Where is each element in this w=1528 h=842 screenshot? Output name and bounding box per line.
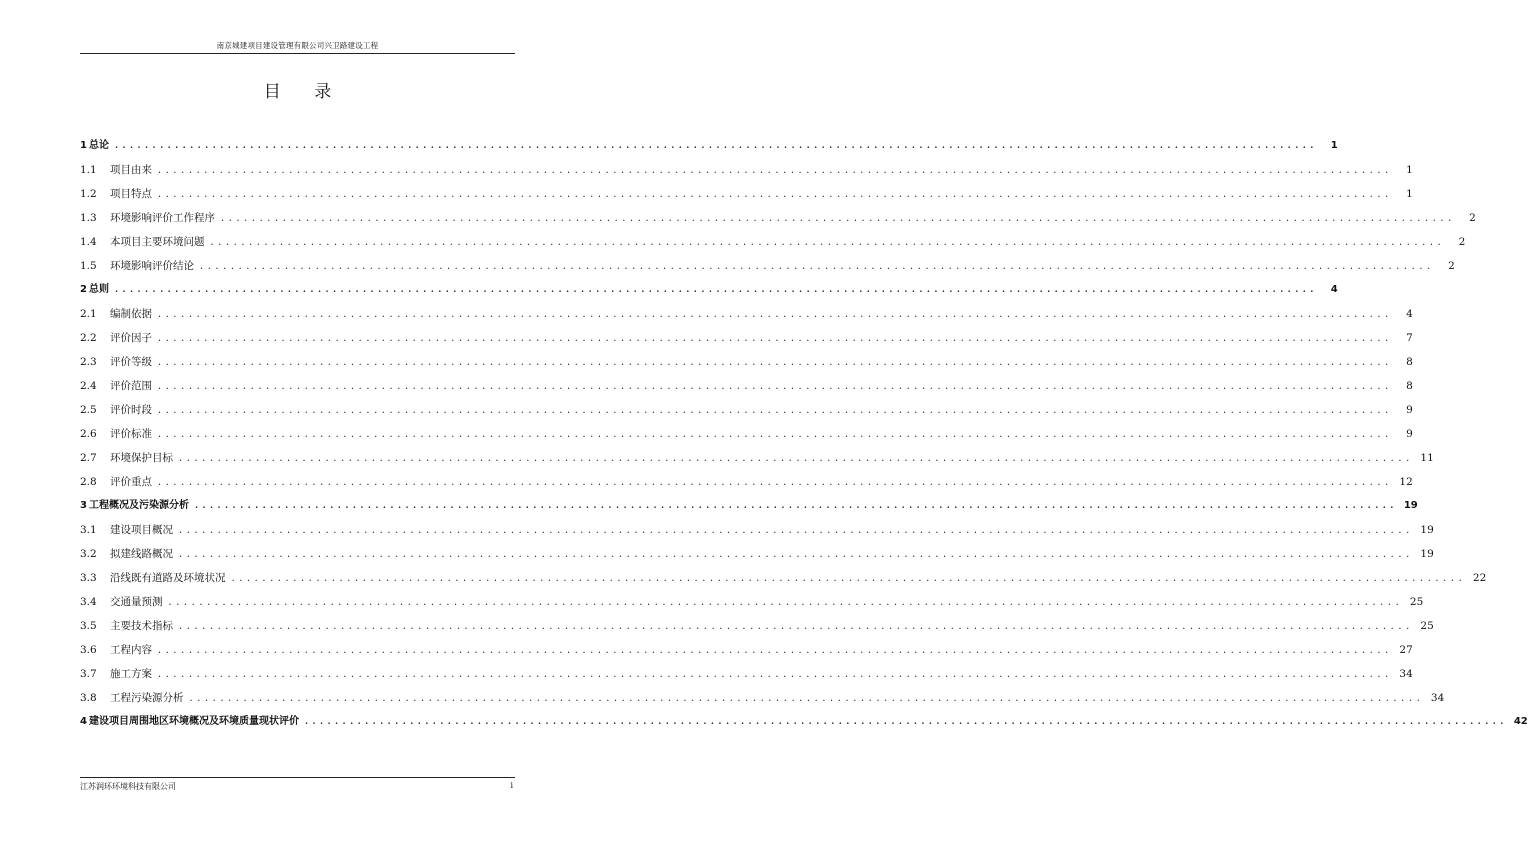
toc-entry-title: 环境保护目标 (110, 452, 173, 464)
toc-entry-number: 2.5 (80, 404, 97, 416)
toc-entry-page: 25 (1420, 620, 1434, 632)
toc-entry-number: 1.5 (80, 260, 97, 272)
toc-entry-title: 项目特点 (110, 188, 152, 200)
toc-entry-number: 3.6 (80, 644, 97, 656)
toc-entry-title: 施工方案 (110, 668, 152, 680)
toc-entry-number: 3.2 (80, 548, 97, 560)
toc-entry-title: 工程概况及污染源分析 (88, 500, 189, 511)
toc-entry-page: 1 (1406, 188, 1413, 200)
toc-entry-page: 34 (1430, 692, 1445, 704)
toc-entry-page: 42 (1513, 716, 1528, 727)
toc-dot-leader: ................................................................................................................................................................ (157, 310, 1392, 320)
toc-entry-page: 2 (1448, 260, 1455, 272)
toc-entry-number: 3.1 (80, 524, 97, 536)
toc-dot-leader: ................................................................................................................................................................ (220, 214, 1455, 224)
toc-entry-page: 27 (1399, 644, 1413, 656)
toc-entry-page: 8 (1406, 356, 1413, 368)
toc-section-entry[interactable] (80, 470, 1413, 494)
toc-section-entry[interactable] (80, 182, 1413, 206)
toc-dot-leader: ................................................................................................................................................................ (157, 646, 1392, 656)
toc-entry-number: 3.4 (80, 596, 97, 608)
toc-dot-leader: ................................................................................................................................................................ (199, 262, 1434, 272)
toc-chapter-entry[interactable] (80, 710, 1528, 734)
toc-section-entry[interactable] (80, 446, 1434, 470)
toc-dot-leader: ................................................................................................................................................................ (113, 141, 1317, 151)
toc-entry-title: 项目由来 (110, 164, 152, 176)
toc-entry-page: 11 (1420, 452, 1434, 464)
toc-entry-number: 2 (80, 284, 87, 295)
toc-section-entry[interactable] (80, 518, 1434, 542)
toc-entry-title: 评价时段 (110, 404, 152, 416)
toc-entry-number: 2.6 (80, 428, 97, 440)
toc-entry-number: 3.8 (80, 692, 97, 704)
toc-entry-title: 评价标准 (110, 428, 152, 440)
toc-entry-number: 1.4 (80, 236, 97, 248)
toc-entry-title: 拟建线路概况 (110, 548, 173, 560)
toc-entry-page: 2 (1458, 236, 1466, 248)
toc-section-entry[interactable] (80, 686, 1445, 710)
toc-entry-title: 主要技术指标 (110, 620, 173, 632)
footer-page-number: i (510, 781, 513, 790)
toc-entry-page: 4 (1406, 308, 1413, 320)
toc-dot-leader: ................................................................................................................................................................ (157, 358, 1392, 368)
toc-entry-title: 环境影响评价结论 (110, 260, 194, 272)
toc-dot-leader: ................................................................................................................................................................ (188, 694, 1424, 704)
toc-entry-page: 1 (1406, 164, 1413, 176)
toc-entry-title: 建设项目概况 (110, 524, 173, 536)
running-header: 南京城建项目建设管理有限公司兴卫路建设工程 (216, 41, 379, 50)
toc-entry-page: 9 (1406, 428, 1413, 440)
toc-chapter-entry[interactable] (80, 494, 1418, 518)
toc-dot-leader: ................................................................................................................................................................ (157, 190, 1392, 200)
toc-dot-leader: ................................................................................................................................................................ (157, 166, 1392, 176)
toc-entry-page: 7 (1406, 332, 1413, 344)
toc-section-entry[interactable] (80, 614, 1434, 638)
toc-chapter-entry[interactable] (80, 134, 1338, 158)
toc-entry-title: 评价范围 (110, 380, 152, 392)
toc-entry-page: 19 (1403, 500, 1418, 511)
toc-entry-number: 2.2 (80, 332, 97, 344)
toc-entry-number: 2.1 (80, 308, 97, 320)
toc-dot-leader: ................................................................................................................................................................ (303, 717, 1507, 727)
toc-entry-page: 19 (1420, 524, 1434, 536)
toc-dot-leader: ................................................................................................................................................................ (157, 478, 1392, 488)
toc-entry-title: 评价等级 (110, 356, 152, 368)
toc-entry-number: 2.3 (80, 356, 97, 368)
toc-entry-page: 8 (1406, 380, 1413, 392)
toc-entry-page: 9 (1406, 404, 1413, 416)
toc-entry-number: 1.3 (80, 212, 97, 224)
toc-entry-page: 2 (1469, 212, 1476, 224)
toc-section-entry[interactable] (80, 326, 1413, 350)
toc-entry-page: 4 (1330, 284, 1338, 295)
toc-section-entry[interactable] (80, 158, 1413, 182)
toc-entry-number: 3.5 (80, 620, 97, 632)
toc-entry-title: 总论 (88, 140, 109, 151)
toc-entry-title: 评价重点 (110, 476, 152, 488)
toc-dot-leader: ................................................................................................................................................................ (209, 238, 1445, 248)
toc-entry-title: 沿线既有道路及环境状况 (110, 572, 226, 584)
toc-entry-page: 1 (1330, 140, 1338, 151)
toc-entry-number: 3 (80, 500, 87, 511)
toc-entry-number: 1 (80, 140, 87, 151)
toc-entry-number: 1.2 (80, 188, 97, 200)
toc-dot-leader: ................................................................................................................................................................ (193, 501, 1397, 511)
toc-section-entry[interactable] (80, 542, 1434, 566)
toc-dot-leader: ................................................................................................................................................................ (178, 550, 1413, 560)
toc-entry-page: 19 (1420, 548, 1434, 560)
toc-section-entry[interactable] (80, 302, 1413, 326)
toc-entry-title: 工程污染源分析 (110, 692, 184, 704)
toc-section-entry[interactable] (80, 422, 1413, 446)
toc-entry-page: 12 (1399, 476, 1413, 488)
toc-dot-leader: ................................................................................................................................................................ (157, 382, 1392, 392)
toc-entry-number: 2.7 (80, 452, 97, 464)
toc-entry-page: 25 (1409, 596, 1424, 608)
toc-entry-number: 1.1 (80, 164, 97, 176)
toc-section-entry[interactable] (80, 374, 1413, 398)
toc-section-entry[interactable] (80, 662, 1413, 686)
toc-entry-number: 4 (80, 716, 87, 727)
header-rule (80, 53, 515, 54)
toc-dot-leader: ................................................................................................................................................................ (178, 622, 1413, 632)
toc-section-entry[interactable] (80, 638, 1413, 662)
toc-entry-number: 3.3 (80, 572, 97, 584)
toc-entry-title: 本项目主要环境问题 (110, 236, 205, 248)
toc-section-entry[interactable] (80, 398, 1413, 422)
toc-entry-title: 建设项目周围地区环境概况及环境质量现状评价 (88, 716, 299, 727)
toc-section-entry[interactable] (80, 254, 1455, 278)
toc-dot-leader: ................................................................................................................................................................ (113, 285, 1317, 295)
toc-section-entry[interactable] (80, 350, 1413, 374)
toc-entry-title: 评价因子 (110, 332, 152, 344)
toc-entry-page: 34 (1399, 668, 1413, 680)
toc-dot-leader: ................................................................................................................................................................ (167, 598, 1403, 608)
toc-entry-title: 环境影响评价工作程序 (110, 212, 215, 224)
toc-entry-number: 2.4 (80, 380, 97, 392)
toc-section-entry[interactable] (80, 230, 1466, 254)
toc-dot-leader: ................................................................................................................................................................ (157, 670, 1392, 680)
toc-section-entry[interactable] (80, 566, 1487, 590)
toc-dot-leader: ................................................................................................................................................................ (157, 334, 1392, 344)
toc-section-entry[interactable] (80, 590, 1424, 614)
toc-entry-number: 3.7 (80, 668, 97, 680)
toc-entry-title: 工程内容 (110, 644, 152, 656)
table-of-contents (80, 134, 1528, 734)
toc-entry-title: 编制依据 (110, 308, 152, 320)
toc-dot-leader: ................................................................................................................................................................ (157, 430, 1392, 440)
toc-dot-leader: ................................................................................................................................................................ (178, 526, 1413, 536)
footer-company: 江苏润环环境科技有限公司 (80, 782, 176, 791)
toc-dot-leader: ................................................................................................................................................................ (230, 574, 1466, 584)
footer-rule (80, 777, 515, 778)
toc-entry-page: 22 (1472, 572, 1487, 584)
toc-dot-leader: ................................................................................................................................................................ (178, 454, 1413, 464)
toc-entry-title: 总则 (88, 284, 109, 295)
toc-chapter-entry[interactable] (80, 278, 1338, 302)
toc-section-entry[interactable] (80, 206, 1476, 230)
toc-entry-title: 交通量预测 (110, 596, 163, 608)
toc-dot-leader: ................................................................................................................................................................ (157, 406, 1392, 416)
page-title: 目 录 (263, 82, 346, 102)
toc-entry-number: 2.8 (80, 476, 97, 488)
